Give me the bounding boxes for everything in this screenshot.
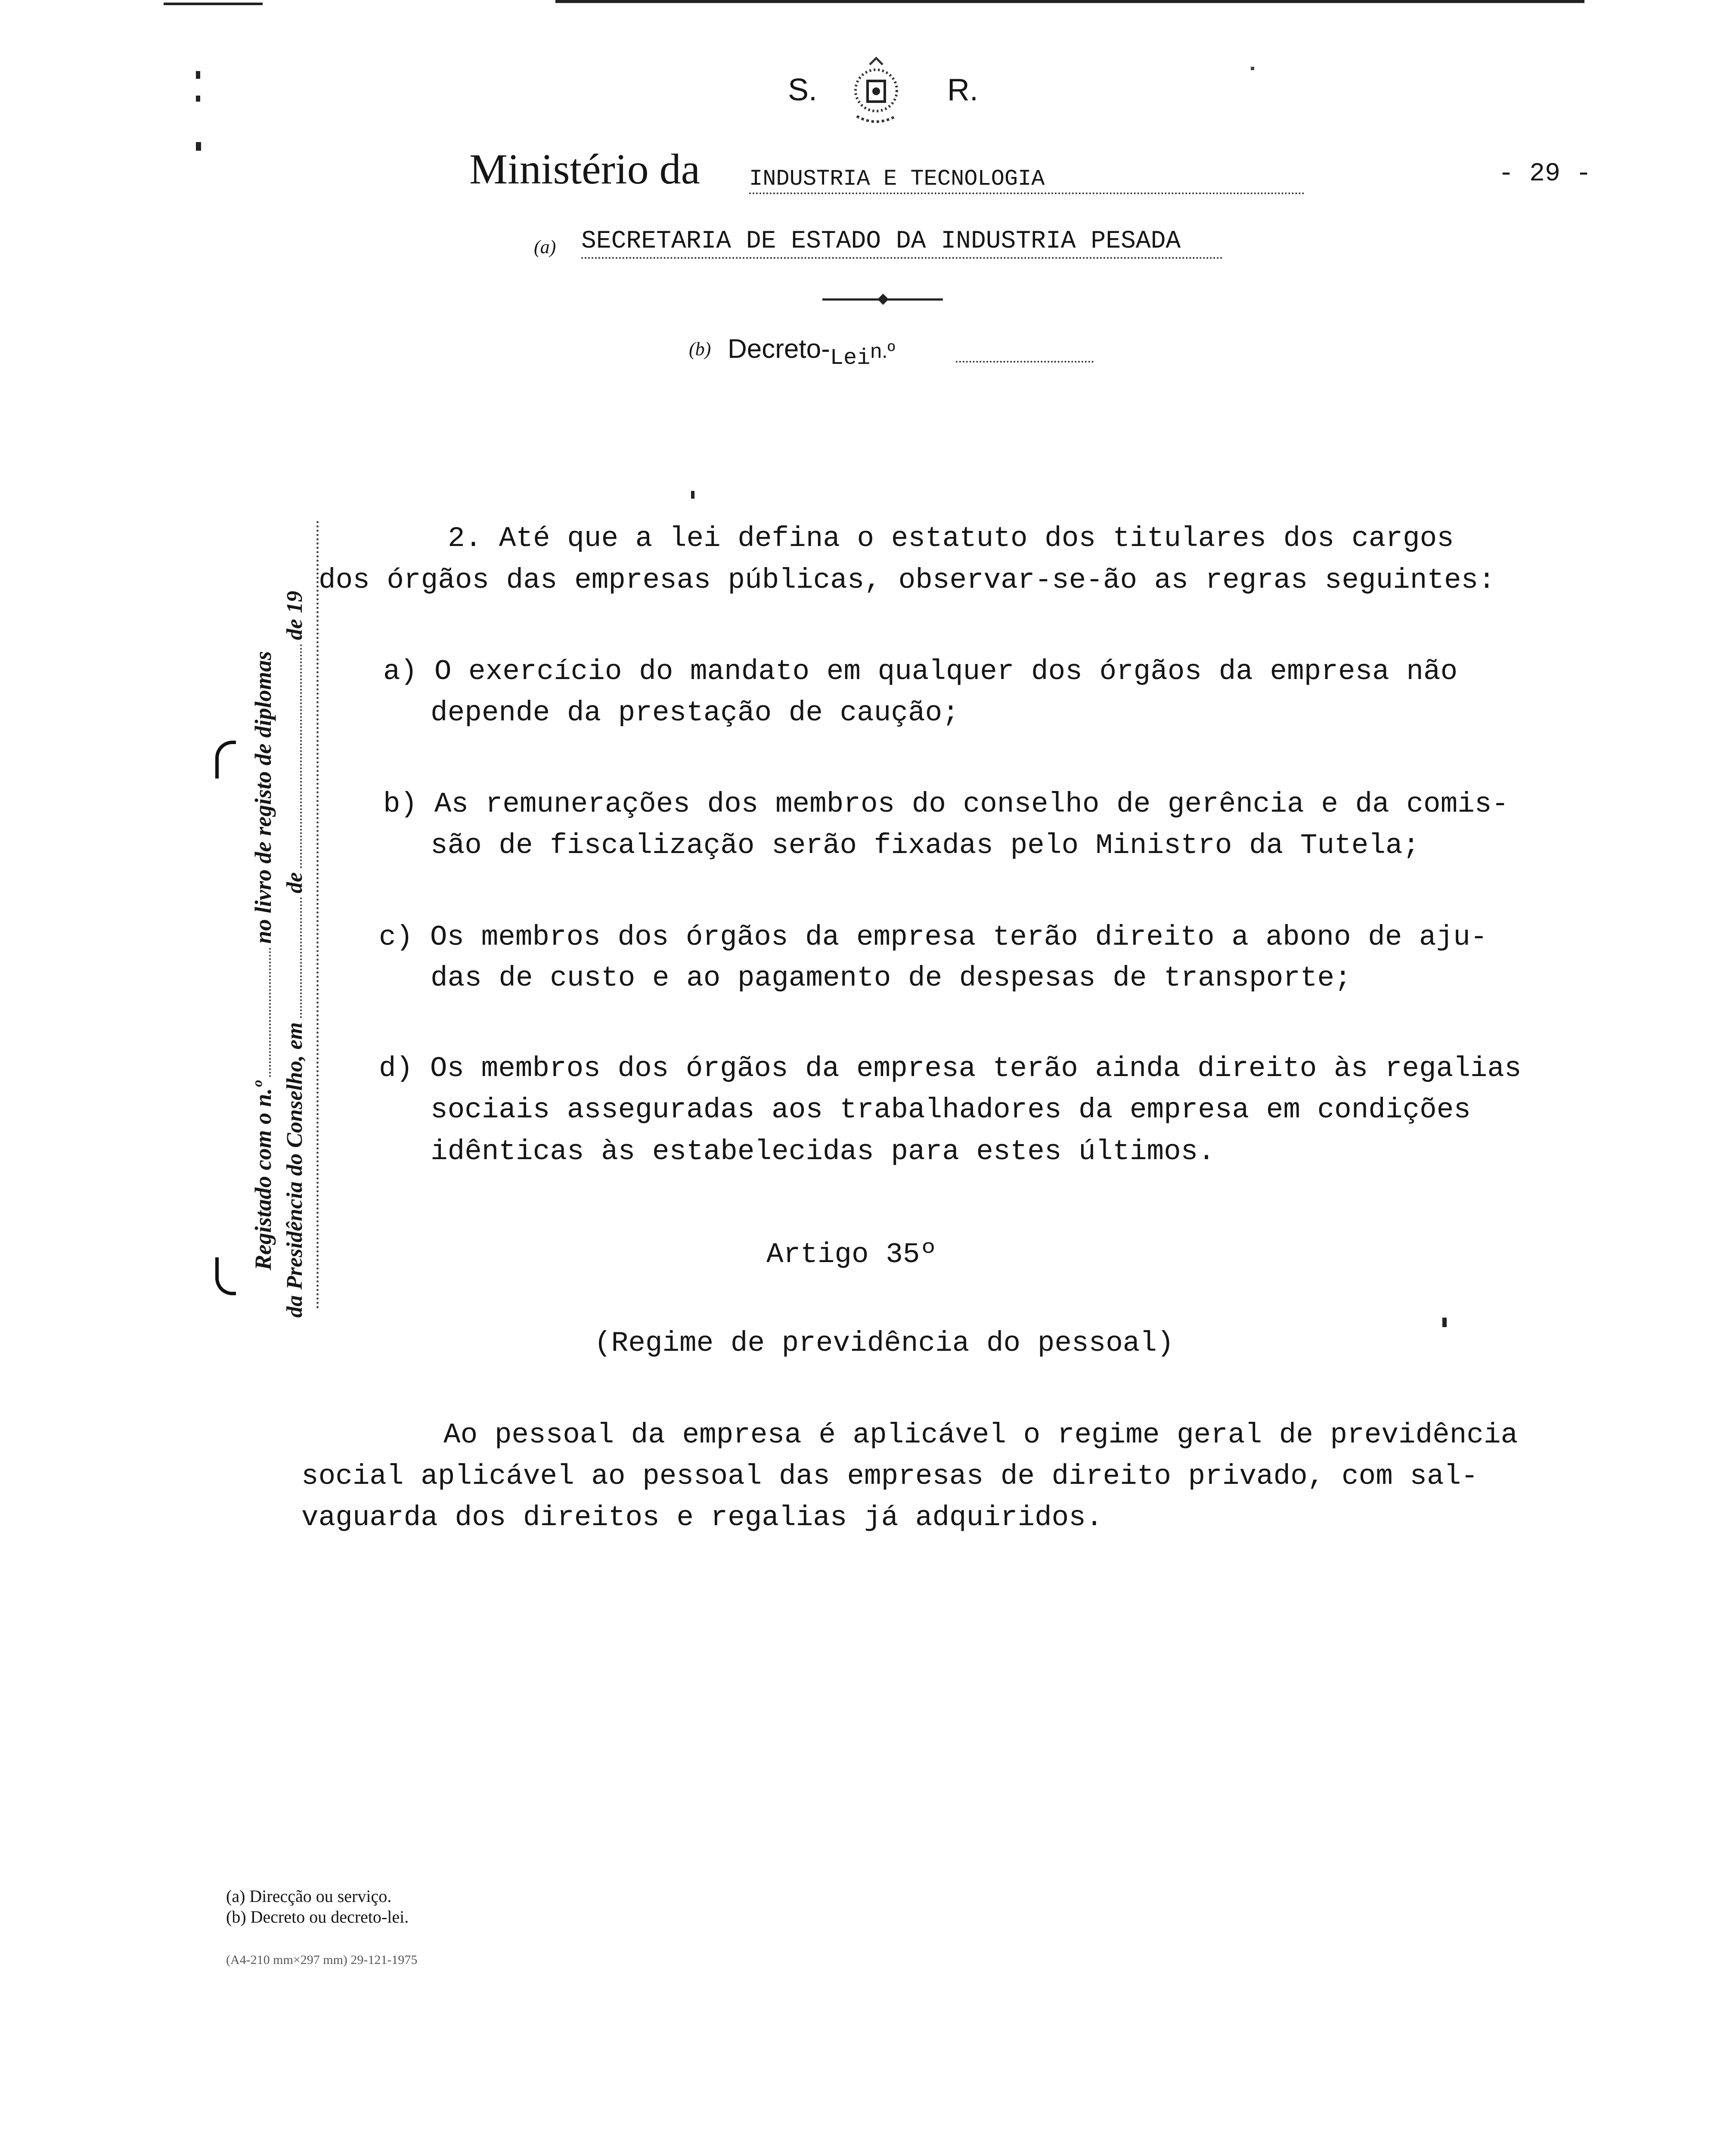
page-number: - 29 - (1498, 159, 1592, 189)
separator-diamond-icon (877, 293, 890, 306)
margin-dotted-rule (316, 521, 319, 1309)
scan-speck (196, 96, 200, 102)
item-d-line-3: idênticas às estabelecidas para estes últimos. (431, 1135, 1215, 1168)
decree-label (728, 334, 895, 371)
registration-blank-2 (300, 897, 302, 1018)
article-subtitle: (Regime de previdência do pessoal) (594, 1327, 1174, 1359)
scan-speck (1251, 67, 1254, 70)
decree-number-field (956, 361, 1094, 363)
item-d-line-2: sociais asseguradas aos trabalhadores da empresa em condições (431, 1094, 1471, 1126)
item-2-line-2: dos órgãos das empresas públicas, observar-se-ão as regras seguintes: (319, 564, 1495, 596)
footnote-marker-b: (b) (689, 338, 711, 360)
article-title: Artigo 35º (766, 1238, 937, 1271)
registration-label-2c: de 19 (282, 591, 307, 640)
emblem-letter-r: R. (947, 73, 978, 107)
registration-margin-line-2 (282, 491, 307, 1318)
decree-type: Lei (830, 345, 871, 371)
emblem-letter-s: S. (788, 73, 818, 107)
registration-margin-line-1 (250, 487, 276, 1270)
registration-label-2a: da Presidência do Conselho, em (282, 1022, 307, 1318)
scan-speck (196, 71, 200, 79)
item-b-line-1: b) As remunerações dos membros do conselho de gerência e da comis- (383, 788, 1509, 820)
decree-word: Decreto- (728, 334, 830, 364)
registration-label-2b: de (282, 872, 307, 893)
item-a-line-1: a) O exercício do mandato em qualquer dos órgãos da empresa não (383, 655, 1458, 688)
footnote-a: (a) Direcção ou serviço. (226, 1886, 392, 1906)
registration-bracket-bottom (215, 1257, 236, 1295)
secretariat-name: SECRETARIA DE ESTADO DA INDUSTRIA PESADA (581, 226, 1223, 259)
ministry-prefix: Ministério da (469, 145, 701, 193)
coat-of-arms-icon (844, 56, 908, 129)
footnote-b: (b) Decreto ou decreto-lei. (226, 1907, 409, 1927)
item-d-line-1: d) Os membros dos órgãos da empresa terão ainda direito às regalias (379, 1052, 1522, 1085)
registration-blank-3 (300, 644, 302, 868)
paragraph-line-3: vaguarda dos direitos e regalias já adquiridos. (301, 1502, 1103, 1534)
scan-speck (196, 142, 201, 151)
footnote-marker-a: (a) (534, 236, 556, 257)
registration-bracket-top (215, 741, 236, 779)
print-code: (A4-210 mm×297 mm) 29-121-1975 (226, 1953, 418, 1967)
registration-blank-1 (269, 948, 271, 1077)
scan-speck (1442, 1318, 1447, 1327)
decree-number-label: n.º (870, 340, 895, 363)
registration-label-1b: no livro de registo de diplomas (250, 651, 276, 944)
item-2-line-1: 2. Até que a lei defina o estatuto dos titulares dos cargos (448, 522, 1454, 555)
top-border-left (164, 3, 263, 5)
item-c-line-1: c) Os membros dos órgãos da empresa terão direito a abono de aju- (379, 921, 1488, 953)
registration-label-1a: Registado com o n.º (250, 1081, 276, 1270)
item-b-line-2: são de fiscalização serão fixadas pelo Ministro da Tutela; (431, 829, 1420, 862)
scan-speck (691, 491, 694, 499)
top-border-right (555, 0, 1584, 3)
paragraph-line-1: Ao pessoal da empresa é aplicável o regime geral de previdência (443, 1419, 1518, 1451)
item-a-line-2: depende da prestação de caução; (431, 697, 959, 729)
paragraph-line-2: social aplicável ao pessoal das empresas de direito privado, com sal- (301, 1460, 1478, 1492)
item-c-line-2: das de custo e ao pagamento de despesas de transporte; (431, 962, 1352, 994)
ministry-name: INDUSTRIA E TECNOLOGIA (749, 166, 1305, 194)
